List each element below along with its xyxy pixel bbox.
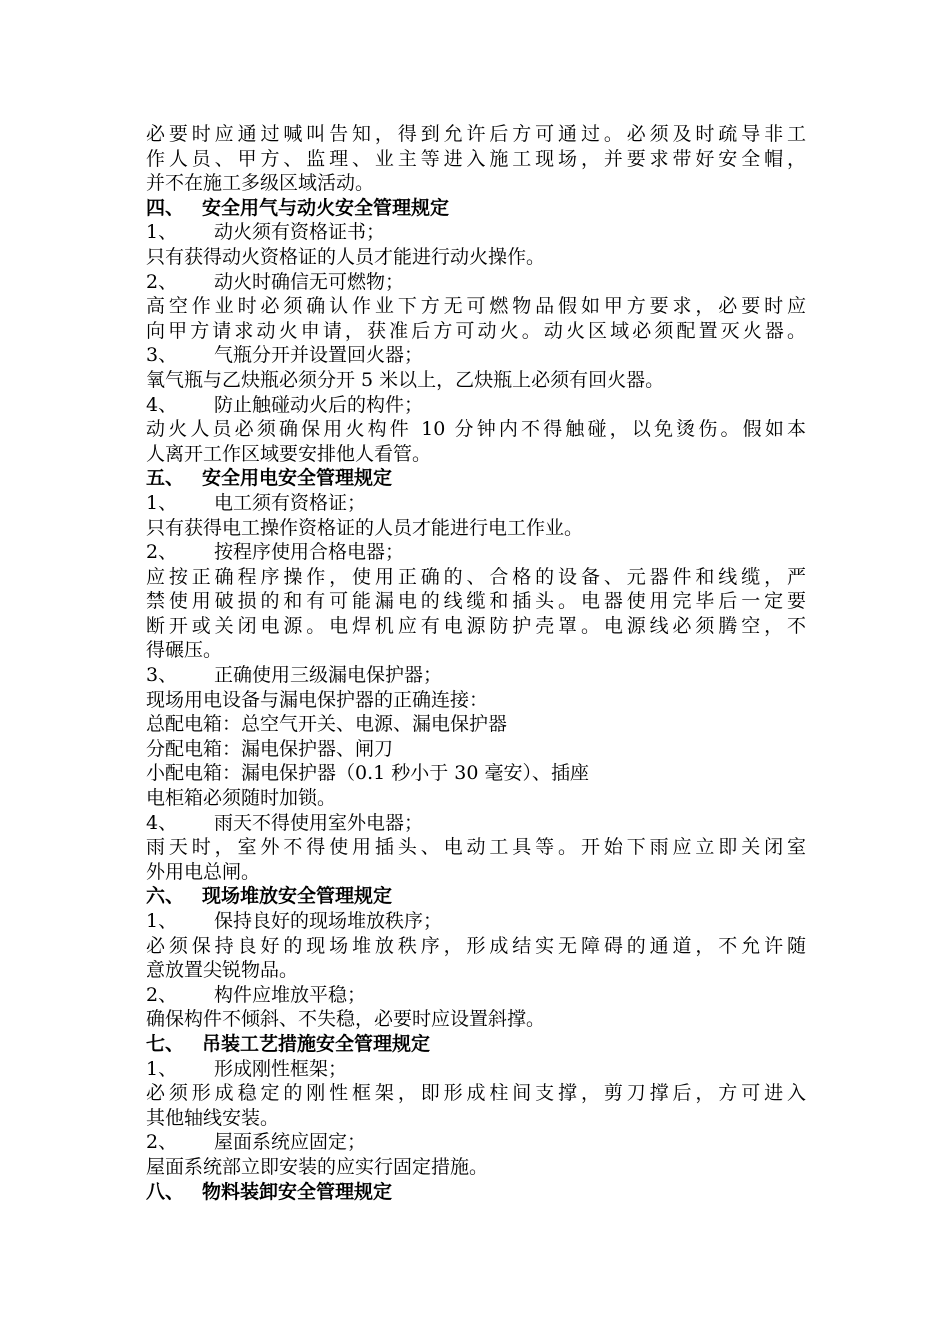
- list-item: [146, 491, 806, 516]
- item-title: 气瓶分开并设置回火器；: [214, 344, 424, 367]
- paragraph-line: 其他轴线安装。: [146, 1106, 280, 1129]
- paragraph-line: 现场用电设备与漏电保护器的正确连接：: [146, 688, 489, 711]
- item-title: 防止触碰动火后的构件；: [214, 393, 424, 416]
- section-number: 四、: [146, 196, 185, 219]
- list-item: [146, 540, 806, 565]
- list-item: [146, 663, 806, 688]
- paragraph-line: 应按正确程序操作，使用正确的、合格的设备、元器件和线缆，严: [146, 565, 806, 588]
- paragraph-line: 确保构件不倾斜、不失稳，必要时应设置斜撑。: [146, 1008, 546, 1031]
- section-number: 八、: [146, 1180, 185, 1203]
- paragraph-line: 小配电箱：漏电保护器（0.1 秒小于 30 毫安）、插座: [146, 762, 590, 785]
- paragraph-line: 必要时应通过喊叫告知，得到允许后方可通过。必须及时疏导非工: [146, 123, 806, 145]
- list-item: [146, 811, 806, 836]
- item-number: 2、: [146, 1131, 178, 1154]
- paragraph-line: 意放置尖锐物品。: [146, 959, 299, 982]
- paragraph-line: 雨天时，室外不得使用插头、电动工具等。开始下雨应立即关闭室: [146, 836, 806, 859]
- item-title: 电工须有资格证；: [214, 491, 367, 514]
- paragraph-line: 禁使用破损的和有可能漏电的线缆和插头。电器使用完毕后一定要: [146, 590, 806, 613]
- item-number: 2、: [146, 541, 178, 564]
- list-item: [146, 343, 806, 368]
- item-title: 屋面系统应固定；: [214, 1131, 367, 1154]
- paragraph-line: 作人员、甲方、监理、业主等进入施工现场，并要求带好安全帽，: [146, 147, 806, 170]
- item-number: 3、: [146, 664, 178, 687]
- list-item: [146, 393, 806, 418]
- item-number: 1、: [146, 491, 178, 514]
- item-title: 构件应堆放平稳；: [214, 983, 367, 1006]
- document-page: [146, 122, 806, 1204]
- paragraph-line: 断开或关闭电源。电焊机应有电源防护壳罩。电源线必须腾空，不: [146, 614, 806, 637]
- item-title: 雨天不得使用室外电器；: [214, 811, 424, 834]
- section-heading: [146, 1032, 806, 1057]
- paragraph-line: 人离开工作区域要安排他人看管。: [146, 442, 432, 465]
- paragraph-line: 必须形成稳定的刚性框架，即形成柱间支撑，剪刀撑后，方可进入: [146, 1082, 806, 1105]
- section-number: 七、: [146, 1032, 185, 1055]
- list-item: [146, 1057, 806, 1082]
- item-number: 4、: [146, 393, 178, 416]
- paragraph-line: 动火人员必须确保用火构件 10 分钟内不得触碰，以免烫伤。假如本: [146, 418, 806, 441]
- section-title: 安全用气与动火安全管理规定: [202, 196, 450, 219]
- list-item: [146, 1130, 806, 1155]
- section-title: 吊装工艺措施安全管理规定: [202, 1032, 431, 1055]
- item-number: 4、: [146, 811, 178, 834]
- paragraph-line: 氧气瓶与乙炔瓶必须分开 5 米以上，乙炔瓶上必须有回火器。: [146, 368, 665, 391]
- item-number: 1、: [146, 910, 178, 932]
- paragraph-line: 只有获得电工操作资格证的人员才能进行电工作业。: [146, 516, 584, 539]
- item-number: 2、: [146, 983, 178, 1006]
- list-item: [146, 983, 806, 1008]
- section-title: 现场堆放安全管理规定: [202, 885, 393, 908]
- list-item: [146, 909, 806, 934]
- section-number: 六、: [146, 885, 185, 908]
- paragraph-line: 向甲方请求动火申请，获准后方可动火。动火区域必须配置灭火器。: [146, 319, 806, 342]
- item-number: 2、: [146, 270, 178, 293]
- paragraph-line: 外用电总闸。: [146, 860, 261, 883]
- section-heading: [146, 466, 806, 491]
- section-title: 物料装卸安全管理规定: [202, 1180, 393, 1203]
- paragraph-line: 分配电箱：漏电保护器、闸刀: [146, 737, 394, 760]
- item-title: 形成刚性框架；: [214, 1057, 348, 1080]
- item-number: 1、: [146, 1057, 178, 1080]
- item-title: 保持良好的现场堆放秩序；: [214, 910, 443, 932]
- item-title: 动火时确信无可燃物；: [214, 270, 405, 293]
- paragraph-line: 得碾压。: [146, 639, 223, 662]
- list-item: [146, 220, 806, 245]
- list-item: [146, 270, 806, 295]
- paragraph-line: 并不在施工多级区域活动。: [146, 172, 375, 195]
- section-heading: [146, 1180, 806, 1205]
- paragraph-line: 必须保持良好的现场堆放秩序，形成结实无障碍的通道，不允许随: [146, 934, 806, 957]
- item-number: 1、: [146, 221, 178, 244]
- item-title: 动火须有资格证书；: [214, 221, 386, 244]
- section-number: 五、: [146, 467, 185, 490]
- paragraph-line: 只有获得动火资格证的人员才能进行动火操作。: [146, 245, 546, 268]
- item-title: 按程序使用合格电器；: [214, 541, 405, 564]
- section-title: 安全用电安全管理规定: [202, 467, 393, 490]
- section-heading: [146, 196, 806, 221]
- paragraph-line: 电柜箱必须随时加锁。: [146, 787, 337, 810]
- paragraph-line: 总配电箱：总空气开关、电源、漏电保护器: [146, 713, 508, 736]
- item-number: 3、: [146, 344, 178, 367]
- section-heading: [146, 884, 806, 909]
- item-title: 正确使用三级漏电保护器；: [214, 664, 443, 687]
- paragraph-line: 高空作业时必须确认作业下方无可燃物品假如甲方要求，必要时应: [146, 295, 806, 318]
- paragraph-line: 屋面系统部立即安装的应实行固定措施。: [146, 1155, 489, 1178]
